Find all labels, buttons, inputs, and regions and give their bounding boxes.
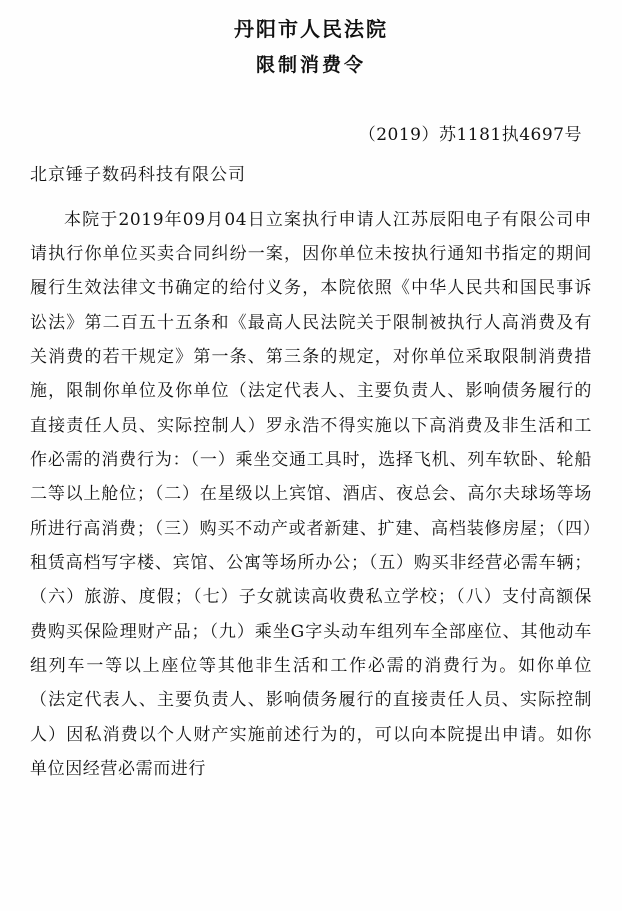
- order-title: 限制消费令: [255, 54, 366, 76]
- order-body-text: 本院于2019年09月04日立案执行申请人江苏辰阳电子有限公司申请执行你单位买卖合同纠纷一案，因你单位未按执行通知书指定的期间履行生效法律文书确定的给付义务，本院依照《中华人民共和国民事诉讼法》第二百五十五条和《最高人民法院关于限制被执行人高消费及有关消费的若干规定》第一条、第三条的规定，对你单位采取限制消费措施，限制你单位及你单位（法定代表人、主要负责人、影响债务履行的直接责任人员、实际控制人）罗永浩不得实施以下高消费及非生活和工作必需的消费行为：（一）乘坐交通工具时，选择飞机、列车软卧、轮船二等以上舱位；（二）在星级以上宾馆、酒店、夜总会、高尔夫球场等场所进行高消费；（三）购买不动产或者新建、扩建、高档装修房屋；（四）租赁高档写字楼、宾馆、公寓等场所办公；（五）购买非经营必需车辆；（六）旅游、度假；（七）子女就读高收费私立学校；（八）支付高额保费购买保险理财产品；（九）乘坐G字头动车组列车全部座位、其他动车组列车一等以上座位等其他非生活和工作必需的消费行为。如你单位（法定代表人、主要负责人、影响债务履行的直接责任人员、实际控制人）因私消费以个人财产实施前述行为的，可以向本院提出申请。如你单位因经营必需而进行: [30, 209, 592, 780]
- case-number: （2019）苏1181执4697号: [358, 125, 582, 146]
- court-name: 丹阳市人民法院: [234, 17, 388, 41]
- recipient-name: 北京锤子数码科技有限公司: [30, 164, 246, 185]
